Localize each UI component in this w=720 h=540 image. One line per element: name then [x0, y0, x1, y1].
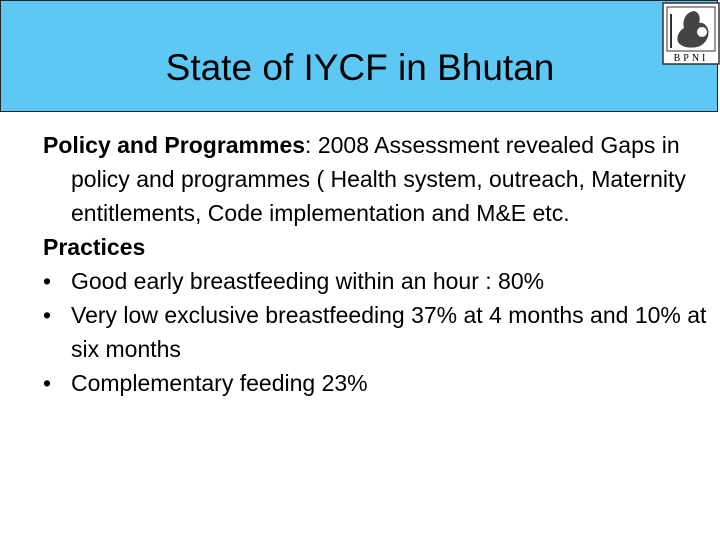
policy-paragraph [43, 128, 713, 230]
logo-text: BPNI [673, 53, 709, 64]
bullet-text: Complementary feeding 23% [71, 370, 368, 396]
bullet-item [43, 366, 713, 400]
policy-text: : 2008 Assessment revealed Gaps in policy and programmes ( Health system, outreach, Maternity entitlements, Code implementation and M&E etc. [71, 132, 686, 226]
slide-body [43, 128, 713, 400]
practices-heading: Practices [43, 234, 146, 260]
bullet-item [43, 298, 713, 366]
bullet-item [43, 264, 713, 298]
policy-heading: Policy and Programmes [43, 132, 306, 158]
slide-title: State of IYCF in Bhutan [165, 47, 555, 88]
bullet-icon: • [43, 268, 52, 294]
bullet-icon: • [43, 370, 52, 396]
bullet-text: Very low exclusive breastfeeding 37% at 4 months and 10% at six months [71, 302, 707, 362]
bpni-logo [662, 2, 720, 65]
bullet-icon: • [43, 302, 52, 328]
bullet-text: Good early breastfeeding within an hour : 80% [71, 268, 545, 294]
